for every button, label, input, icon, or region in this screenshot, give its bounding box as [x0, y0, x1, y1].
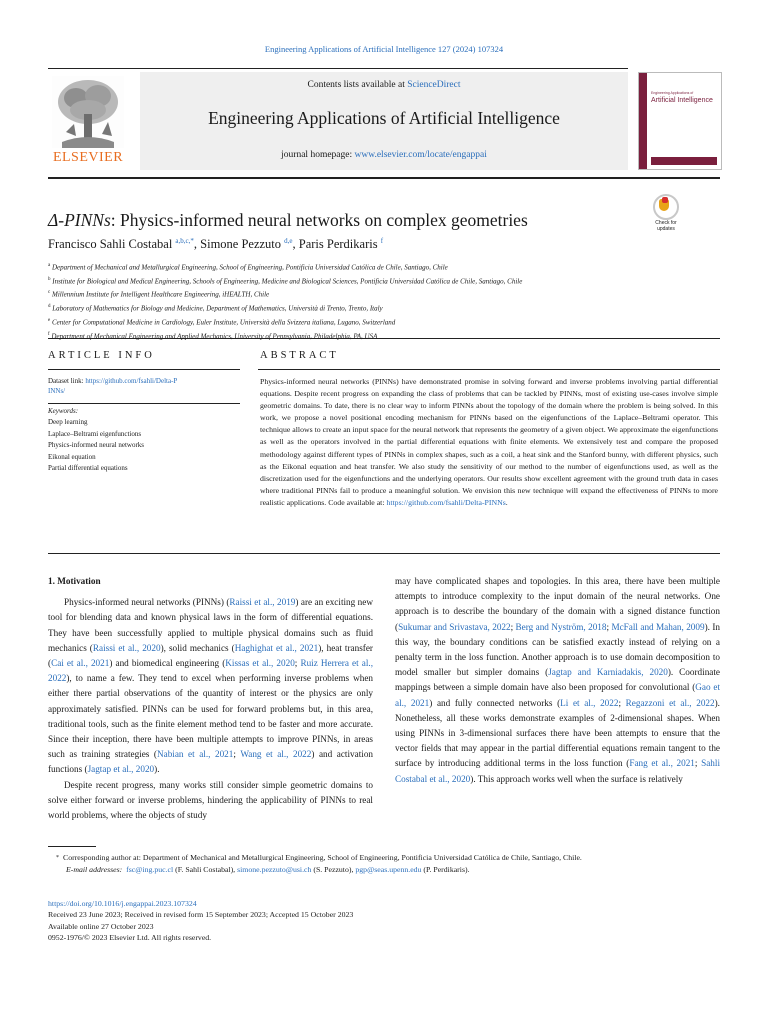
- abstract-end: .: [505, 497, 508, 507]
- citation-link[interactable]: Sukumar and Srivastava, 2022: [398, 621, 511, 632]
- email-link[interactable]: simone.pezzuto@usi.ch: [237, 865, 312, 874]
- email-owner: (F. Sahli Costabal),: [173, 865, 238, 874]
- keyword-item: Eikonal equation: [48, 452, 96, 461]
- check-updates-line2: updates: [657, 225, 675, 232]
- contents-prefix: Contents lists available at: [307, 80, 408, 90]
- citation-link[interactable]: Ruiz Herrera et al., 2022: [48, 658, 373, 684]
- affiliation-item: [48, 274, 728, 288]
- body-text: ). This approach works well when the surface is relatively: [470, 773, 683, 784]
- author-affil-sup[interactable]: a,b,c,*: [175, 237, 194, 245]
- author-affil-sup[interactable]: d,e: [284, 237, 293, 245]
- body-text: ;: [294, 658, 301, 669]
- citation-link[interactable]: Raissi et al., 2019: [229, 597, 296, 608]
- abstract-body: Physics-informed neural networks (PINNs) have demonstrated promise in solving forward and inverse problems involving partial differential equations. Despite recent progress on expanding the class of problems that can be tackled by PINNs, most of existing use-cases involve simple geometric domains. To date, there is no clear way to inform PINNs about the topology of the domain where the problem is being solved. In this work, we propose a novel positional encoding mechanism for PINNs based on the eigenfunctions of the Laplace–Beltrami operator. This technique allows to create an input space for the neural network that represents the geometry of a given object. We approximate the eigenfunctions as well as the operators involved in the partial differential equations with finite elements. We extensively test and compare the proposed methodology against different types of PINNs in complex shapes, such as a coil, a heat sink and the Stanford bunny, with different physics, such as the Eikonal equation and heat transfer. We also study the sensitivity of our method to the number of eigenfunctions used, as well as the discretization used for the eigenfunctions and the underlying operators. Our results show excellent agreement with the ground truth data in cases where traditional PINNs fail to produce a meaningful solution. We envision this new technique will expand the effectiveness of PINNs to more realistic applications. Code available at:: [260, 377, 718, 507]
- body-text: ;: [233, 749, 241, 760]
- motivation-paragraph-3: [395, 574, 720, 787]
- article-info-heading: ARTICLE INFO: [48, 350, 155, 361]
- citation-link[interactable]: Fang et al., 2021: [629, 758, 695, 769]
- abstract-bottom-rule: [48, 553, 720, 554]
- citation-link[interactable]: Kissas et al., 2020: [225, 658, 295, 669]
- citation-link[interactable]: Sahli Costabal et al., 2020: [395, 758, 720, 784]
- body-column-right: [395, 574, 720, 787]
- affiliation-marker: a: [48, 263, 51, 268]
- body-text: ) and activation functions (: [48, 749, 374, 775]
- affiliation-item: [48, 329, 728, 343]
- publication-info: [48, 898, 720, 944]
- citation-link[interactable]: Jagtap and Karniadakis, 2020: [548, 667, 668, 678]
- email-owner: (P. Perdikaris).: [421, 865, 470, 874]
- affiliation-text: Millennium Institute for Intelligent Healthcare Engineering, iHEALTH, Chile: [51, 290, 270, 299]
- body-text: ) and biomedical engineering (: [109, 658, 226, 669]
- copyright: 0952-1976/© 2023 Elsevier Ltd. All rights reserved.: [48, 933, 212, 943]
- body-text: ). Coordinate mappings between a simple domain have also been proposed for convolutional (: [395, 667, 720, 693]
- homepage-line: [140, 150, 628, 160]
- citation-link[interactable]: Wang et al., 2022: [240, 749, 312, 760]
- body-text: ) are an exciting new tool for blending data and known physical laws in the form of differential equations. They have been successfully applied to multiple physical domains such as fluid mechanics (: [48, 597, 373, 653]
- affiliation-item: [48, 260, 728, 274]
- sciencedirect-link[interactable]: ScienceDirect: [407, 80, 461, 90]
- body-text: ), to name a few. They tend to excel when performing inverse problems when either there partial observations of the quantity of interest or the physics are only approximately satisfied. PINNs can be used for forward problems but, in this area, traditional tools, such as the finite element method tend to be faster and more accurate. Since their inception, there have been multiple attempts to improve PINNs, in areas such as training strategies (: [48, 673, 373, 760]
- journal-title: Engineering Applications of Artificial Intelligence: [208, 108, 560, 128]
- body-text: ), solid mechanics (: [160, 642, 235, 653]
- affiliation-rule: [48, 338, 720, 339]
- motivation-paragraph-2: Despite recent progress, many works still consider simple geometric domains to solve either forward or inverse problems, hindering the applicability of PINNs to real world problems, where the objects of study: [48, 779, 373, 821]
- affiliation-text: Laboratory of Mathematics for Biology and Medicine, Department of Mathematics, Università di Trento, Trento, Italy: [52, 304, 383, 313]
- header-rule: [48, 68, 628, 69]
- footnote-rule: [48, 846, 96, 847]
- keyword-item: Physics-informed neural networks: [48, 441, 145, 450]
- journal-banner-box: [140, 72, 628, 170]
- citation-link[interactable]: Raissi et al., 2020: [92, 642, 161, 653]
- affiliation-item: [48, 301, 728, 315]
- affiliation-text: Department of Mechanical Engineering and Applied Mechanics, University of Pennsylvania, Philadelphia, PA, USA: [51, 332, 378, 340]
- received-dates: Received 23 June 2023; Received in revised form 15 September 2023; Accepted 15 October 2023: [48, 910, 354, 920]
- journal-banner: [48, 72, 628, 172]
- check-for-updates-button[interactable]: [646, 194, 686, 234]
- keywords-block: [48, 406, 240, 474]
- paper-title: [48, 210, 628, 231]
- journal-cover-thumbnail[interactable]: [638, 72, 722, 170]
- citation-link[interactable]: Nabian et al., 2021: [156, 749, 234, 760]
- affiliation-item: [48, 315, 728, 329]
- dataset-label: Dataset link:: [48, 377, 86, 385]
- affiliation-item: [48, 287, 728, 301]
- journal-reference[interactable]: [0, 44, 768, 54]
- abstract-heading: ABSTRACT: [260, 350, 339, 361]
- check-updates-icon: [653, 194, 679, 220]
- citation-link[interactable]: Regazzoni et al., 2022: [625, 697, 715, 708]
- email-link[interactable]: fsc@ing.puc.cl: [126, 865, 174, 874]
- elsevier-logo: [48, 76, 128, 168]
- keyword-item: Deep learning: [48, 418, 88, 427]
- affiliation-marker: e: [48, 317, 51, 323]
- motivation-paragraph-1: [48, 595, 373, 777]
- author-name: Francisco Sahli Costabal: [48, 237, 173, 252]
- elsevier-wordmark: ELSEVIER: [52, 150, 124, 165]
- body-column-left: [48, 574, 373, 823]
- body-text: ;: [510, 621, 516, 632]
- homepage-link[interactable]: www.elsevier.com/locate/engappai: [354, 150, 487, 160]
- dataset-link-block: [48, 376, 228, 396]
- citation-link[interactable]: Haghighat et al., 2021: [234, 642, 319, 653]
- citation-link[interactable]: McFall and Mahan, 2009: [611, 621, 705, 632]
- elsevier-tree-icon: [52, 76, 124, 148]
- keyword-item: Laplace–Beltrami eigenfunctions: [48, 429, 142, 438]
- email-owner: (S. Pezzuto),: [311, 865, 356, 874]
- body-text: ;: [606, 621, 612, 632]
- check-updates-label: [646, 221, 686, 232]
- affiliation-marker: f: [48, 331, 50, 337]
- check-updates-line1: Check for: [655, 220, 677, 226]
- corresponding-author-note: [48, 852, 720, 864]
- article-info-rule: [48, 369, 240, 370]
- cover-footer: [651, 157, 717, 165]
- affiliation-text: Institute for Biological and Medical Engineering, Schools of Engineering, Medicine and Biological Sciences, Pontificia Universidad Católica de Chile, Santiago, Chile: [52, 277, 523, 286]
- cover-subtitle: Engineering Applications of: [651, 91, 694, 95]
- body-text: ), heat transfer (: [48, 642, 373, 669]
- cover-strip: [639, 73, 647, 169]
- journal-reference-link[interactable]: Engineering Applications of Artificial Intelligence 127 (2024) 107324: [264, 44, 504, 54]
- affiliation-marker: d: [48, 304, 51, 310]
- author-list: Francisco Sahli Costabal $^{a,b,c,*}$, Simone Pezzuto $^{d,e}$, Paris Perdikaris $^f$: [48, 237, 384, 252]
- keywords-rule: [48, 403, 240, 404]
- author-name: Simone Pezzuto: [200, 237, 282, 252]
- email-label: E-mail addresses:: [66, 865, 123, 874]
- body-text: ;: [618, 697, 626, 708]
- citation-link[interactable]: Cai et al., 2021: [51, 658, 110, 669]
- body-text: ). In this way, the boundary conditions can be satisfied exactly instead of relying on a penalty term in the loss function. Another approach is to use domain decomposition to model smaller but simpler domains (: [395, 621, 720, 678]
- code-link[interactable]: https://github.com/fsahli/Delta-PINNs: [386, 497, 506, 507]
- body-text: ;: [694, 758, 702, 769]
- keywords-label: Keywords:: [48, 407, 79, 415]
- email-link[interactable]: pgp@seas.upenn.edu: [355, 865, 422, 874]
- affiliation-marker: b: [48, 276, 51, 282]
- homepage-prefix: journal homepage:: [281, 150, 355, 160]
- affiliation-text: Center for Computational Medicine in Cardiology, Euler Institute, Università della Svizzera italiana, Lugano, Switzerland: [51, 318, 396, 327]
- author-affil-sup[interactable]: f: [380, 237, 384, 245]
- cover-title: Artificial Intelligence: [651, 97, 713, 104]
- body-text: ) and fully connected networks (: [429, 697, 561, 708]
- section-heading-motivation: 1. Motivation: [48, 576, 101, 586]
- title-rule: [48, 177, 720, 179]
- citation-link[interactable]: Gao et al., 2021: [395, 682, 720, 708]
- affiliation-list: [48, 260, 728, 342]
- body-text: ). Nonetheless, all these works demonstrate examples of 2-dimensional shapes. When using PINNs in 3-dimensional surfaces there have been attempts to ensure that the vector fields that may appear in the partial differential equations remain tangent to the surface by introducing additional terms in the loss function (: [395, 697, 720, 769]
- dataset-link-cont[interactable]: INNs/: [48, 387, 66, 395]
- available-online: Available online 27 October 2023: [48, 921, 154, 931]
- doi-link[interactable]: https://doi.org/10.1016/j.engappai.2023.107324: [48, 899, 197, 908]
- contents-line: [140, 80, 628, 90]
- keyword-item: Partial differential equations: [48, 464, 128, 473]
- footnote-text: Corresponding author at: Department of Mechanical and Metallurgical Engineering, School of Engineering, Pontificia Universidad Católica de Chile, Santiago, Chile.: [63, 853, 582, 862]
- affiliation-marker: c: [48, 290, 51, 296]
- body-text: may have complicated shapes and topologies. In this area, there have been multiple attempts to introduce complexity to the input domain of the neural networks. One approach is to describe the boundary of the domain with a signed distance function (: [395, 576, 720, 632]
- title-symbol: Δ-PINNs: [48, 210, 111, 230]
- footnote: [48, 852, 720, 876]
- abstract-rule: [258, 369, 720, 370]
- title-text: : Physics-informed neural networks on complex geometries: [110, 210, 528, 230]
- body-text: ).: [154, 764, 160, 775]
- email-addresses: [66, 864, 720, 876]
- affiliation-text: Department of Mechanical and Metallurgical Engineering, School of Engineering, Pontificia Universidad Católica de Chile, Santiago, Chile: [51, 263, 448, 272]
- footnote-star: *: [56, 855, 59, 861]
- dataset-link[interactable]: https://github.com/fsahli/Delta-P: [85, 377, 178, 385]
- body-text: Physics-informed neural networks (PINNs) (: [64, 597, 230, 608]
- abstract-text: [260, 376, 718, 509]
- author-name: Paris Perdikaris: [298, 237, 378, 252]
- citation-link[interactable]: Li et al., 2022: [560, 697, 619, 708]
- citation-link[interactable]: Berg and Nyström, 2018: [515, 621, 607, 632]
- citation-link[interactable]: Jagtap et al., 2020: [87, 764, 155, 775]
